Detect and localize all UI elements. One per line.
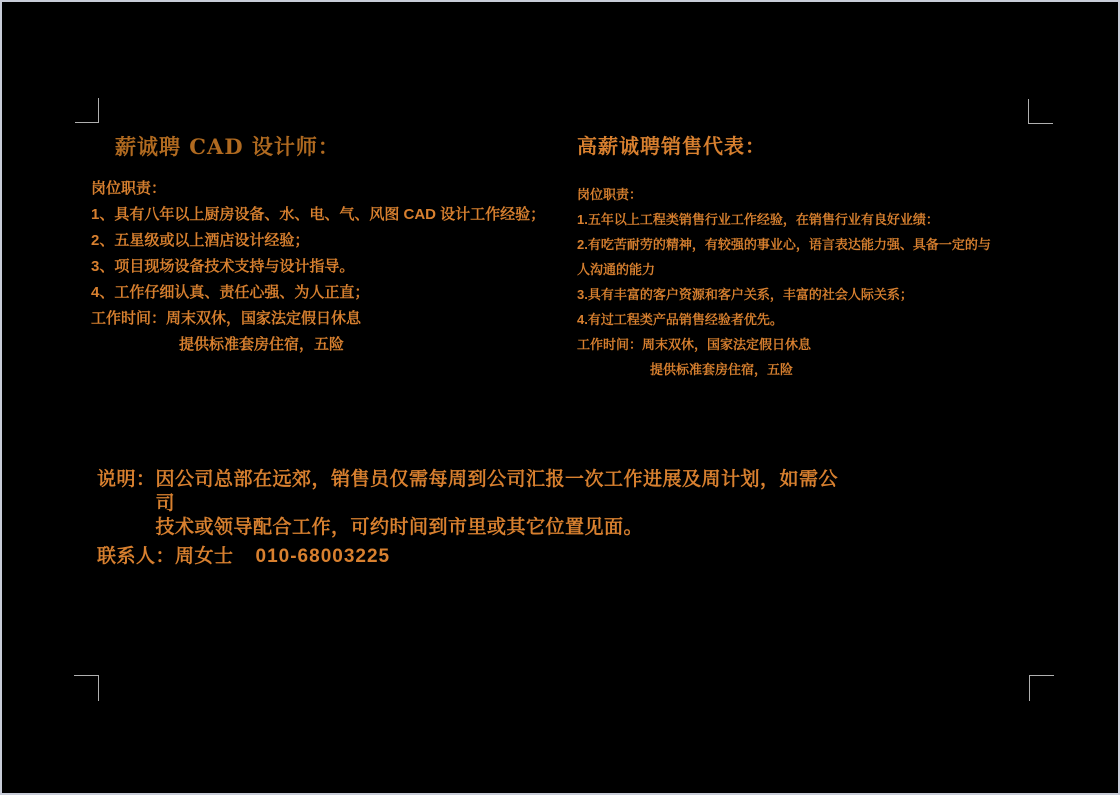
sales-duties-label: 岗位职责： [577, 187, 643, 202]
note-section [97, 468, 856, 540]
crop-mark-bottom-right [1029, 675, 1054, 701]
crop-mark-bottom-left [74, 675, 99, 701]
sales-work-time: 工作时间：周末双休，国家法定假日休息 [577, 337, 812, 352]
cad-designer-section [91, 131, 571, 358]
sales-benefits: 提供标准套房住宿，五险 [650, 362, 794, 377]
cad-duty-item-2: 2、五星级或以上酒店设计经验； [91, 232, 310, 249]
crop-mark-top-right [1028, 99, 1053, 124]
cad-work-time: 工作时间：周末双休，国家法定假日休息 [91, 310, 362, 327]
cad-duties-label: 岗位职责： [91, 180, 167, 197]
sales-rep-section [577, 130, 1001, 382]
note-line-1: 因公司总部在远郊，销售员仅需每周到公司汇报一次工作进展及周计划，如需公司 [155, 469, 839, 514]
crop-mark-top-left [75, 98, 99, 123]
contact-section [97, 541, 390, 568]
sales-section-title: 高薪诚聘销售代表： [577, 136, 766, 158]
cad-benefits: 提供标准套房住宿，五险 [179, 336, 345, 353]
cad-duty-item-3: 3、项目现场设备技术支持与设计指导。 [91, 258, 355, 275]
contact-phone: 010-68003225 [255, 546, 391, 567]
sales-duty-item-2: 2.有吃苦耐劳的精神，有较强的事业心，语言表达能力强、具备一定的与人沟通的能力 [577, 237, 991, 277]
cad-section-title: 薪诚聘 CAD 设计师： [115, 134, 340, 159]
cad-duty-item-4: 4、工作仔细认真、责任心强、为人正直； [91, 284, 370, 301]
note-label: 说明： [97, 469, 156, 490]
sales-duty-item-4: 4.有过工程类产品销售经验者优先。 [577, 312, 783, 327]
contact-name: 周女士 [175, 546, 234, 567]
note-line-2: 技术或领导配合工作，可约时间到市里或其它位置见面。 [155, 517, 644, 538]
contact-label: 联系人： [97, 546, 176, 567]
sales-duty-item-1: 1.五年以上工程类销售行业工作经验，在销售行业有良好业绩： [577, 212, 939, 227]
cad-duty-item-1: 1、具有八年以上厨房设备、水、电、气、风图 CAD 设计工作经验； [91, 206, 546, 223]
note-body [156, 468, 856, 540]
sales-duty-item-3: 3.具有丰富的客户资源和客户关系，丰富的社会人际关系； [577, 287, 913, 302]
